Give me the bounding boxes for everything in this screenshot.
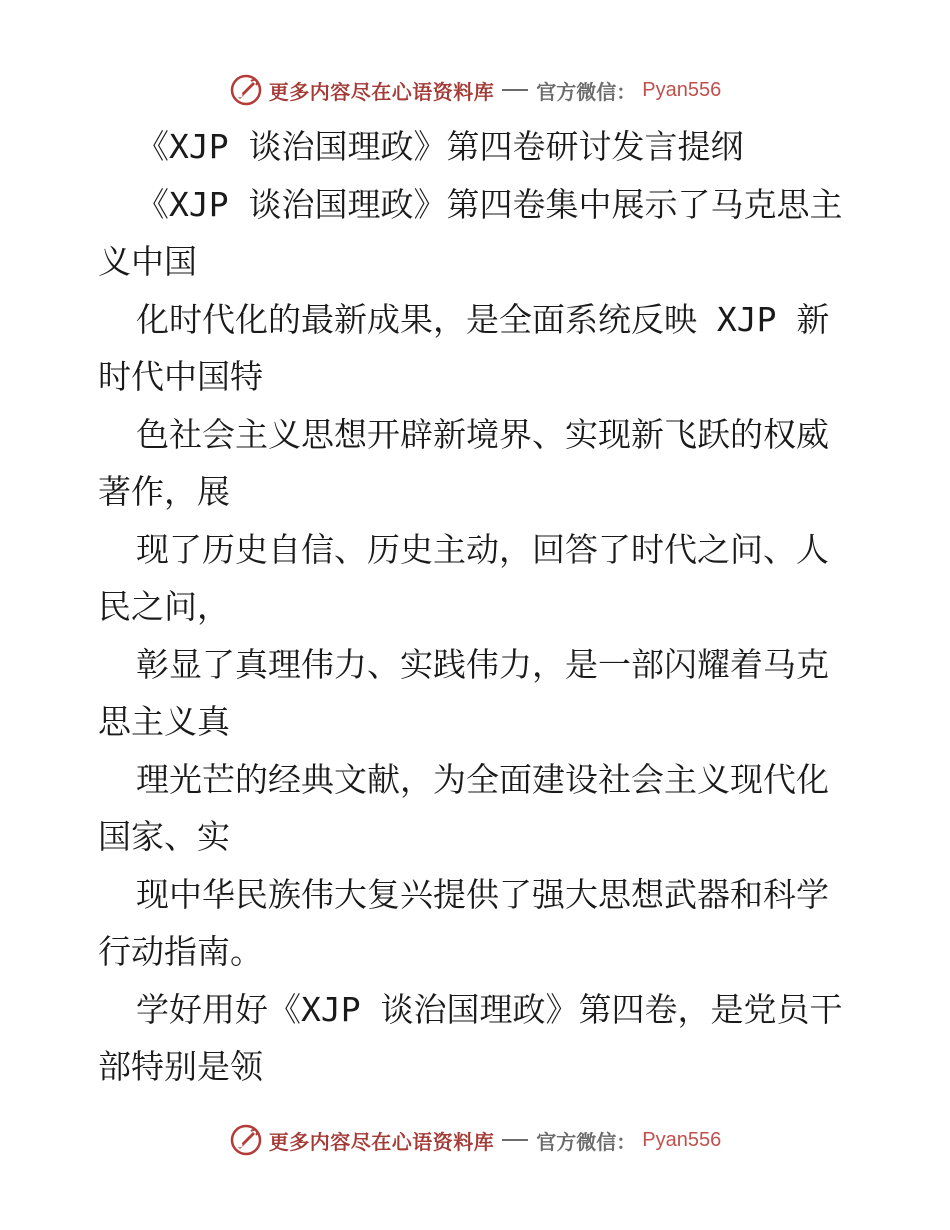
watermark-dash bbox=[502, 1139, 528, 1141]
watermark-contact-id: Pyan556 bbox=[642, 1128, 722, 1151]
body-line: 时代中国特 bbox=[98, 357, 263, 396]
body-line: 行动指南。 bbox=[98, 932, 263, 971]
watermark-dash bbox=[502, 89, 528, 91]
footer-watermark bbox=[0, 1120, 950, 1160]
body-line: 思主义真 bbox=[98, 702, 230, 741]
body-line: 义中国 bbox=[98, 242, 197, 281]
body-line: 色社会主义思想开辟新境界、实现新飞跃的权威 bbox=[136, 414, 829, 454]
watermark-contact-id: Pyan556 bbox=[642, 78, 722, 101]
watermark-contact-label: 官方微信： bbox=[536, 79, 637, 104]
body-line: 彰显了真理伟力、实践伟力，是一部闪耀着马克 bbox=[136, 644, 829, 684]
document-title: 《XJP 谈治国理政》第四卷研讨发言提纲 bbox=[136, 127, 744, 166]
body-line: 现了历史自信、历史主动，回答了时代之问、人 bbox=[136, 529, 829, 569]
body-line: 国家、实 bbox=[98, 817, 230, 856]
quill-seal-icon bbox=[229, 1123, 263, 1157]
header-watermark bbox=[0, 70, 950, 110]
body-line: 民之问， bbox=[98, 587, 230, 626]
body-line: 现中华民族伟大复兴提供了强大思想武器和科学 bbox=[136, 874, 829, 914]
body-line: 学好用好《XJP 谈治国理政》第四卷，是党员干 bbox=[136, 989, 843, 1029]
watermark-contact-label: 官方微信： bbox=[536, 1129, 637, 1154]
body-line: 《XJP 谈治国理政》第四卷集中展示了马克思主 bbox=[136, 184, 843, 224]
watermark-brand-text: 更多内容尽在心语资料库 bbox=[268, 1129, 495, 1154]
body-line: 化时代化的最新成果，是全面系统反映 XJP 新 bbox=[136, 299, 830, 339]
body-line: 部特别是领 bbox=[98, 1047, 263, 1086]
body-line: 著作，展 bbox=[98, 472, 230, 511]
watermark-brand-text: 更多内容尽在心语资料库 bbox=[268, 79, 495, 104]
body-line: 理光芒的经典文献，为全面建设社会主义现代化 bbox=[136, 759, 829, 799]
document-body bbox=[98, 118, 858, 1096]
quill-seal-icon bbox=[229, 73, 263, 107]
